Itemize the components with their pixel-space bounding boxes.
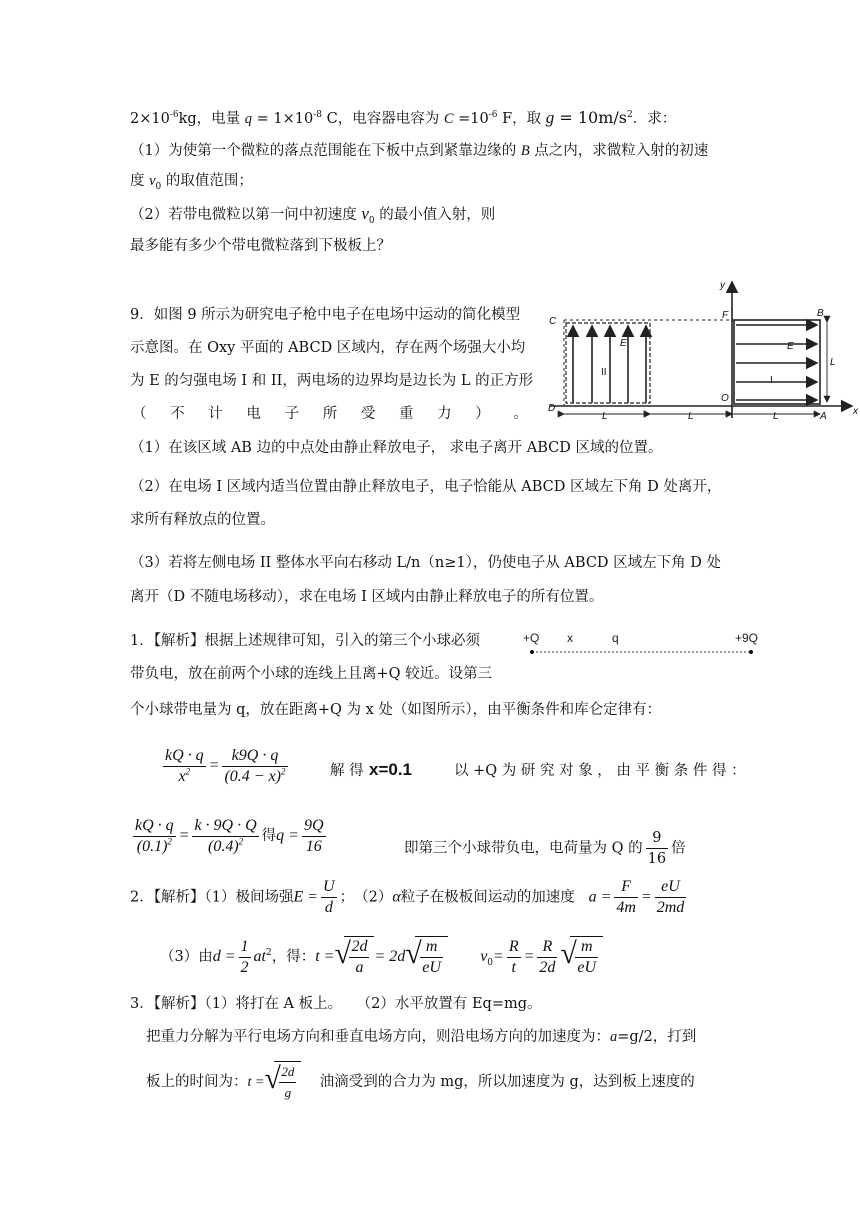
field-ii-arrows [573,326,646,403]
charge-line-figure [515,628,775,662]
solve-label: 解 得 [330,763,364,779]
label-l-1: L [602,411,608,422]
label-l-vertical: L [830,357,836,368]
solution1-line-2: 带负电，放在前两个小球的连线上且离+Q 较近。设第三 [130,666,493,682]
field-i-region [734,320,820,404]
equation-coulomb-balance: $\frac{kQ \cdot q}{x^2}$ = $\frac{k9Q \cdot q}{(0.4 - x)^2}$ [165,747,286,785]
label-e-right: E [787,341,794,352]
problem9-question-2b: 求所有释放点的位置。 [130,512,275,528]
solution1-line-3: 个小球带电量为 q，放在距离+Q 为 x 处（如图所示），由平衡条件和库仑定律有： [130,702,662,718]
field-i-arrows [736,325,817,400]
problem9-line-4: （ 不 计 电 子 所 受 重 力 ） 。 [132,406,528,422]
given-values-line: $2\times 10^{-6}kg$，电量 $q = 1\times 10^{-8}$ C，电容器电容为 $C =10^{-6}$ F，取 $g = 10m/s^2$．求： [130,108,677,127]
problem9-line-3: 为 E 的匀强电场 I 和 II，两电场的边界均是边长为 L 的正方形 [130,373,534,389]
study-object-line: 以 +Q 为 研 究 对 象 ， 由 平 衡 条 件 得 ： [454,763,746,779]
question-1-line-a: （1）为使第一个微粒的落点范围能在下板中点到紧靠边缘的 B 点之内，求微粒入射的初速 [130,143,709,159]
label-distance-x: x [567,631,573,645]
label-o: O [721,393,729,404]
problem9-question-3b: 离开（D 不随电场移动），求在电场 I 区域内由静止释放电子的所有位置。 [130,589,604,605]
problem9-question-1: （1）在该区域 AB 边的中点处由静止释放电子， 求电子离开 ABCD 区域的位置。 [130,440,663,456]
label-third-charge: q [612,631,619,645]
label-l-2: L [688,411,694,422]
problem9-question-3a: （3）若将左侧电场 II 整体水平向右移动 L/n（n≥1），仍使电子从 ABCD 区域左下角 D 处 [130,555,721,571]
problem9-line-1: 9．如图 9 所示为研究电子枪中电子在电场中运动的简化模型 [130,307,521,323]
label-f: F [722,310,729,321]
problem9-question-2a: （2）在电场 I 区域内适当位置由静止释放电子，电子恰能从 ABCD 区域左下角 D 处离开， [130,479,722,495]
question-2-line-a: （2）若带电微粒以第一问中初速度 $v_0$ 的最小值入射，则 [130,204,496,226]
charge-q-dot [530,650,534,654]
problem9-line-2: 示意图。在 Oxy 平面的 ABCD 区域内，存在两个场强大小均 [130,340,526,356]
question-2-line-b: 最多能有多少个带电微粒落到下极板上？ [130,238,391,254]
label-plus-9q: +9Q [735,631,759,645]
conclusion-line: 即第三个小球带负电，电荷量为 Q 的 $\frac{9}{16}$ 倍 [404,830,686,867]
solution3-line-3: 板上的时间为：t = √ $\frac{2d}{g}$ 油滴受到的合力为 mg，所以加速度为 g，达到板上速度的 [146,1061,695,1103]
label-l-3: L [773,411,779,422]
solution1-line-1: 1．【解析】根据上述规律可知，引入的第三个小球必须 [130,633,480,649]
label-field-ii: II [601,367,607,378]
electric-field-diagram [540,278,860,428]
solution2-line-2: （3）由d = $\frac{1}{2}$ $at^2$，得：t = √ $\frac{2d}{a}$ = 2d √ $\frac{m}{eU}$ $v_0=$ $\frac{R}{t}$ = $\frac{R}{2d}$ √ $\frac{m}{eU}$ [160,936,603,978]
label-x: x [853,406,858,417]
label-a: A [820,411,827,422]
field-ii-region [566,323,650,403]
solution3-line-2: 把重力分解为平行电场方向和垂直电场方向，则沿电场方向的加速度为：a=g/2，打到 [146,1029,697,1045]
label-d: D [548,403,556,414]
label-plus-q: +Q [523,631,540,645]
label-field-i: I [770,375,773,386]
charge-9q-dot [749,650,753,654]
label-e-left: E [620,338,627,349]
equation-q-balance: $\frac{kQ \cdot q}{(0.1)^2}$ = $\frac{k \cdot 9Q \cdot Q}{(0.4)^2}$ 得q = $\frac{9Q}{16}$ [135,817,324,855]
label-b: B [817,308,824,319]
result-x: x=0.1 [369,760,413,779]
label-c: C [549,316,557,327]
solution2-line-1: 2．【解析】（1）极间场强E = $\frac{U}{d}$ ； （2）α粒子在极板间运动的加速度 a = $\frac{F}{4m}$ = $\frac{eU}{2md}$ [130,878,685,916]
solution3-line-1: 3．【解析】（1）将打在 A 板上。 （2）水平放置有 Eq=mg。 [130,996,542,1012]
label-y: y [720,280,725,291]
question-1-line-b: 度 $v_0$ 的取值范围； [130,173,253,192]
